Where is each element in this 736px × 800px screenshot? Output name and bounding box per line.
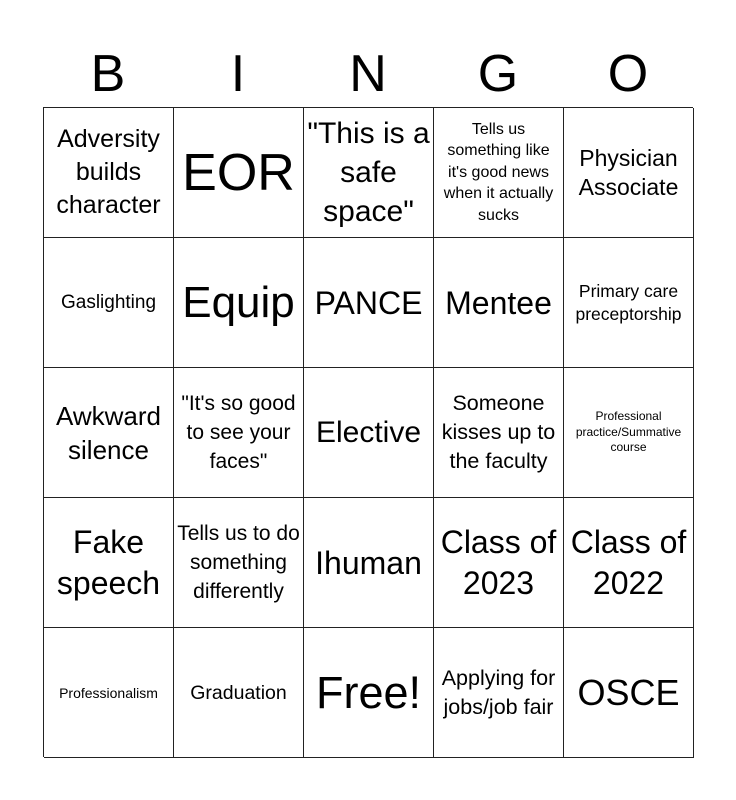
bingo-cell[interactable]: Professionalism — [44, 628, 174, 758]
bingo-cell[interactable]: Class of 2022 — [564, 498, 694, 628]
header-letter-g: G — [477, 45, 519, 103]
bingo-card-grid — [43, 107, 693, 757]
bingo-cell[interactable]: Awkward silence — [44, 368, 174, 498]
header-letter-b: B — [90, 45, 126, 103]
bingo-cell[interactable]: Fake speech — [44, 498, 174, 628]
bingo-cell[interactable]: PANCE — [304, 238, 434, 368]
bingo-cell[interactable]: Gaslighting — [44, 238, 174, 368]
bingo-cell[interactable]: Tells us to do something differently — [174, 498, 304, 628]
bingo-cell[interactable]: EOR — [174, 108, 304, 238]
bingo-cell[interactable]: Equip — [174, 238, 304, 368]
header-letter-o: O — [607, 45, 649, 103]
bingo-cell[interactable]: Professional practice/Summative course — [564, 368, 694, 498]
bingo-cell[interactable]: Class of 2023 — [434, 498, 564, 628]
bingo-cell[interactable]: Ihuman — [304, 498, 434, 628]
header-letter-i: I — [230, 45, 246, 103]
bingo-cell[interactable]: Free! — [304, 628, 434, 758]
bingo-cell[interactable]: Elective — [304, 368, 434, 498]
bingo-cell[interactable]: Tells us something like it's good news when it actually sucks — [434, 108, 564, 238]
bingo-cell[interactable]: OSCE — [564, 628, 694, 758]
bingo-cell[interactable]: Mentee — [434, 238, 564, 368]
bingo-header — [43, 44, 693, 104]
bingo-cell[interactable]: Adversity builds character — [44, 108, 174, 238]
bingo-cell[interactable]: Primary care preceptorship — [564, 238, 694, 368]
bingo-cell[interactable]: "This is a safe space" — [304, 108, 434, 238]
header-letter-n: N — [349, 45, 387, 103]
bingo-cell[interactable]: Applying for jobs/job fair — [434, 628, 564, 758]
bingo-cell[interactable]: Graduation — [174, 628, 304, 758]
bingo-cell[interactable]: Physician Associate — [564, 108, 694, 238]
bingo-cell[interactable]: "It's so good to see your faces" — [174, 368, 304, 498]
bingo-cell[interactable]: Someone kisses up to the faculty — [434, 368, 564, 498]
